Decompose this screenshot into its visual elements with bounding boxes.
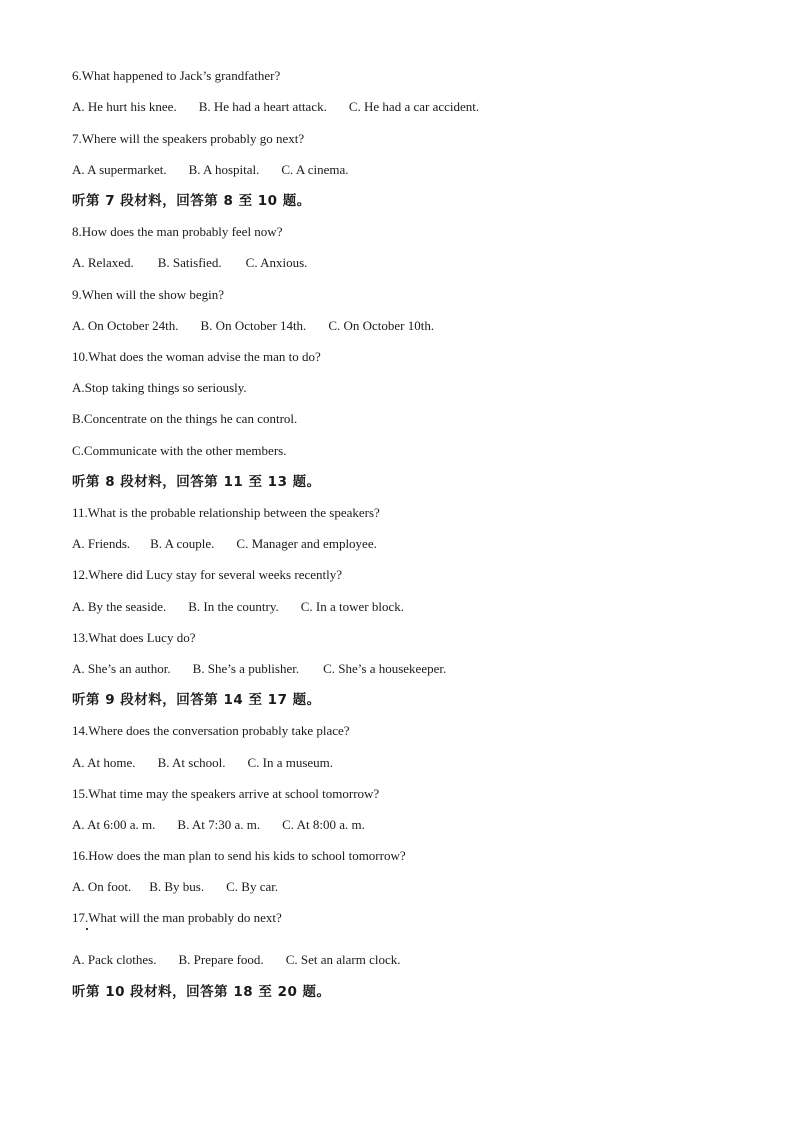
- answer-options-row: [72, 755, 333, 771]
- answer-options-row: [72, 599, 404, 615]
- answer-option: B. A couple.: [150, 536, 215, 551]
- answer-option: A. Friends.: [72, 536, 131, 551]
- answer-options-row: [72, 952, 401, 968]
- question-text: 15.What time may the speakers arrive at school tomorrow?: [72, 786, 380, 801]
- question-text: 14.Where does the conversation probably take place?: [72, 723, 350, 738]
- answer-option: A. On foot.: [72, 879, 132, 894]
- answer-option: C. In a tower block.: [300, 599, 404, 614]
- answer-options-row: [72, 879, 278, 895]
- question-text: C.Communicate with the other members.: [72, 443, 287, 458]
- answer-option: C. Manager and employee.: [236, 536, 377, 551]
- question-text: 17.What will the man probably do next?: [72, 910, 282, 925]
- answer-option: B. Prepare food.: [178, 952, 264, 967]
- answer-option: C. Anxious.: [245, 255, 308, 270]
- answer-option: A. A supermarket.: [72, 162, 167, 177]
- answer-options-row: [72, 255, 307, 271]
- answer-option: B. He had a heart attack.: [198, 99, 327, 114]
- question-text: 12.Where did Lucy stay for several weeks recently?: [72, 567, 342, 582]
- answer-option: A. Pack clothes.: [72, 952, 157, 967]
- answer-options-row: [72, 817, 365, 833]
- question-text: A.Stop taking things so seriously.: [72, 380, 247, 395]
- question-text: 10.What does the woman advise the man to do?: [72, 349, 321, 364]
- answer-option: C. She’s a housekeeper.: [323, 661, 447, 676]
- answer-option: C. At 8:00 a. m.: [282, 817, 365, 832]
- question-text: 8.How does the man probably feel now?: [72, 224, 283, 239]
- section-heading: 听第 10 段材料，回答第 18 至 20 题。: [72, 984, 331, 1000]
- question-text: B.Concentrate on the things he can control.: [72, 411, 298, 426]
- answer-option: C. In a museum.: [247, 755, 334, 770]
- question-text: 9.When will the show begin?: [72, 287, 224, 302]
- answer-option: C. A cinema.: [281, 162, 349, 177]
- answer-option: A. On October 24th.: [72, 318, 179, 333]
- answer-option: B. Satisfied.: [157, 255, 222, 270]
- answer-option: A. By the seaside.: [72, 599, 167, 614]
- answer-option: A. She’s an author.: [72, 661, 171, 676]
- answer-option: C. Set an alarm clock.: [285, 952, 401, 967]
- answer-option: A. Relaxed.: [72, 255, 134, 270]
- answer-options-row: [72, 661, 446, 677]
- answer-options-row: [72, 536, 377, 552]
- question-text: 13.What does Lucy do?: [72, 630, 196, 645]
- question-text: 6.What happened to Jack’s grandfather?: [72, 68, 281, 83]
- question-text: 11.What is the probable relationship between the speakers?: [72, 505, 380, 520]
- answer-option: B. In the country.: [188, 599, 279, 614]
- answer-option: C. He had a car accident.: [348, 99, 480, 114]
- answer-option: B. By bus.: [149, 879, 205, 894]
- answer-option: B. At school.: [157, 755, 226, 770]
- answer-option: B. On October 14th.: [200, 318, 307, 333]
- answer-option: B. A hospital.: [188, 162, 260, 177]
- answer-option: B. She’s a publisher.: [192, 661, 300, 676]
- answer-option: C. By car.: [226, 879, 279, 894]
- answer-option: A. At 6:00 a. m.: [72, 817, 156, 832]
- answer-option: B. At 7:30 a. m.: [177, 817, 261, 832]
- section-heading: 听第 9 段材料，回答第 14 至 17 题。: [72, 692, 321, 708]
- answer-option: A. At home.: [72, 755, 136, 770]
- answer-option: C. On October 10th.: [328, 318, 435, 333]
- section-heading: 听第 7 段材料，回答第 8 至 10 题。: [72, 193, 311, 209]
- answer-options-row: [72, 99, 479, 115]
- question-text: 16.How does the man plan to send his kids to school tomorrow?: [72, 848, 406, 863]
- section-heading: 听第 8 段材料，回答第 11 至 13 题。: [72, 474, 321, 490]
- answer-option: A. He hurt his knee.: [72, 99, 177, 114]
- question-text: 7.Where will the speakers probably go next?: [72, 131, 305, 146]
- answer-options-row: [72, 318, 434, 334]
- stray-mark: [86, 928, 88, 930]
- answer-options-row: [72, 162, 349, 178]
